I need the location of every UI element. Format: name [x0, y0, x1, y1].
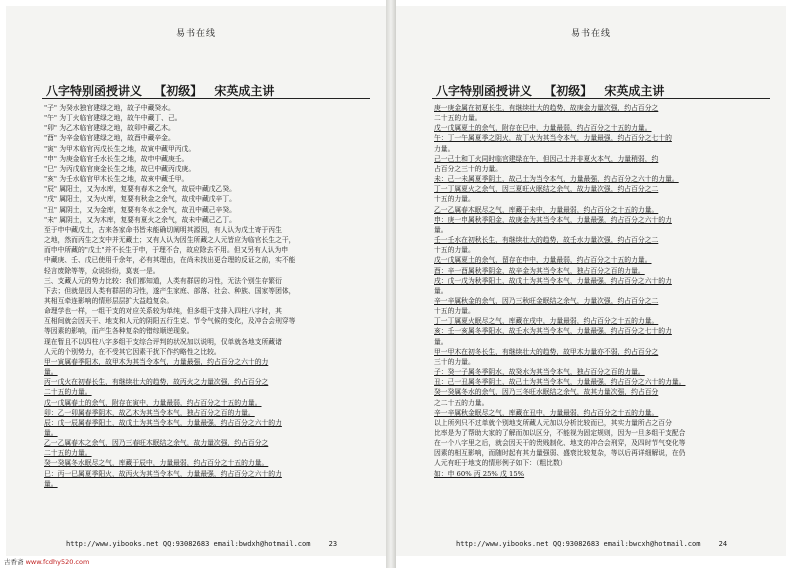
text-line: "卯" 为乙木临官建绿之地，故卯中藏乙木。: [44, 124, 175, 133]
text-line: "丑" 属阴土，又为金库，复要有冬水之余气，故丑中藏己辛癸。: [44, 205, 236, 214]
text-line: "子" 为癸水独官建绿之地，故子中藏癸水。: [44, 104, 175, 112]
text-line: 癸一癸属冬水的余气，因乃三冬旺水眠结之余气，故其力量次强，约占百分: [434, 388, 659, 397]
text-line: 戊一戊属夏土的余气，留存在申中，力量最弱，约占百分之十五的力量。: [434, 256, 652, 265]
text-line: 十五的力量。: [434, 246, 475, 255]
text-line: 丙一戊火在初春长生，有继续壮大的趋势，故丙火之力量次强，约占百分之: [44, 378, 269, 387]
text-line: 戊一戊属春土的余气，附存在寅中，力量最弱，约占百分之十五的力量。: [44, 398, 262, 407]
text-line: 丁一丁属夏火之余气，因三夏旺火眠结之余气，故力量次强，约占百分之二: [434, 185, 659, 194]
text-line: 三、支藏人元的势力比较：我们都知道，人类有群居的习性，无法个别生存繁衍: [44, 276, 282, 285]
text-line: 量。: [44, 479, 58, 488]
text-line: 至于申中藏戊土，古来各家命书皆未能确切阐明其源因，有人认为戊土寄于丙生: [44, 225, 282, 234]
text-line: 量。: [434, 225, 448, 234]
text-line: 己一己土和丁火同时临官建绿在午，但因己土并非夏火本气，力量稍弱，约: [434, 154, 659, 163]
text-line: "午" 为丁火临官建绿之地，故午中藏丁、己。: [44, 114, 182, 123]
text-line: "亥" 为壬水临官甲木长生之地，故亥中藏壬甲。: [44, 175, 189, 184]
body-text: [44, 103, 368, 489]
text-line: "申" 为庚金临官壬水长生之地，故申中藏庚壬。: [44, 154, 189, 163]
book-gutter: [386, 0, 396, 568]
text-line: 量。: [44, 429, 58, 437]
text-line: 人元有旺于地支的情形例子如下：（粗比数）: [434, 459, 567, 468]
text-line: "辰" 属阳土，又为水库，复要有春木之余气，故辰中藏戊乙癸。: [44, 185, 236, 194]
text-line: 互相间就会因天干、地支和人元的阴阳五行生克、节令气候的变化，及冲合会刑穿等: [44, 317, 296, 326]
text-line: 辛一辛属秋金眠尽之气，库藏在丑中，力量最弱，约占百分之十五的力量。: [434, 408, 659, 417]
text-line: "寅" 为甲木临官丙戊长生之地，故寅中藏甲丙戊。: [44, 144, 196, 153]
running-head: 易书在线: [175, 29, 216, 39]
text-line: 午：丁一午属夏季之阴火，故丁火为其当令本气，力量最强，约占百分之七十的: [434, 134, 672, 143]
text-line: "戌" 属阳土，又为火库，复要有秋金之余气，故戌中藏戊辛丁。: [44, 195, 236, 204]
text-line: 壬一壬水在初秋长生，有继续壮大的趋势，故壬水力量次强，约占百分之二: [434, 236, 659, 245]
text-line: 十五的力量。: [434, 195, 475, 204]
page-number: 23: [328, 540, 338, 548]
text-line: 量。: [434, 286, 448, 295]
text-line: 之地，然而丙生之支中并无藏土；又有人认为因生所藏之人元皆应为临官长生之干，: [44, 236, 296, 245]
text-line: 力量。: [434, 144, 455, 153]
text-line: 以上所列只不过单就个别地支所藏人元加以分析比较而已，其实力量所占之百分: [434, 418, 672, 427]
text-line: 量。: [434, 337, 448, 346]
text-line: 乙一乙属春木眠尽之气，库藏于未中，力量最弱，约占百分之十五的力量。: [434, 205, 659, 214]
footer-url: http://www.yibooks.net QQ:93082683 email:bwcxh@hotmail.com: [456, 540, 701, 548]
level-label: 【初级】: [154, 84, 203, 98]
source-watermark: [4, 557, 89, 566]
text-line: 申：庚一申属秋季阳金，故庚金为其当令本气，力量最强，约占百分之六十的力: [434, 215, 672, 224]
page-footer: [456, 540, 727, 548]
text-line: 甲一寅属春季阳木，故甲木为其当令本气，力量最强，约占百分之六十的力: [44, 357, 269, 366]
text-line: 等因素的影响，而产生各种复杂的错综顺逆现象。: [44, 327, 194, 336]
text-line: 而申中所藏的"戊土"并不长生于申，于理不合，故应除去不用。但又另有人认为申: [44, 246, 289, 255]
text-line: 庚一庚金属在初夏长生，有继续壮大的趋势，故庚金力量次强，约占百分之: [434, 104, 659, 112]
text-line: 二十五的力量。: [434, 114, 482, 123]
author-name: 宋英成主讲: [214, 84, 275, 98]
text-line: 卯：乙一卯属春季阴木，故乙木为其当令本气，独占百分之百的力量。: [44, 408, 255, 417]
text-line: 巳：丙一巳属夏季阳火，故丙火为其当令本气，力量最强，约占百分之六十的力: [44, 469, 282, 478]
author-name: 宋英成主讲: [604, 84, 665, 98]
text-line: 占百分之三十的力量。: [434, 164, 502, 173]
body-text: [434, 103, 768, 479]
book-title: [436, 82, 672, 99]
text-line: "未" 属阴土，又为木库，复要有夏火之余气，故未中藏己乙丁。: [44, 215, 236, 224]
left-page: [6, 6, 386, 556]
level-label: 【初级】: [544, 84, 593, 98]
text-line: "巳" 为丙戊临官庚金长生之地，故巳中藏丙戊庚。: [44, 164, 196, 173]
text-line: 中藏庚、壬、戊已使用千余年，必有其理由，在尚未找出更合理的反证之前，实不能: [44, 256, 296, 265]
text-line: 因素的相互影响，而随时起有其力量强弱、盛衰比较复杂，等以后再详细解说，在仍: [434, 449, 686, 458]
title-rule: [432, 98, 770, 99]
text-line: 乙一乙属春木之余气，因乃三春旺木眠结之余气，故力量次强，约占百分之: [44, 439, 269, 448]
text-line: 轻言废除等等，众说纷纷，莫衷一是。: [44, 266, 160, 275]
text-line: 命理学也一样，一组干支的对应关系较为单纯，但多组干支排入四柱八字时，其: [44, 307, 282, 316]
text-line: 现在暂且不以四柱八字多组干支综合评判的状况加以说明，仅单就各地支所藏诸: [44, 337, 282, 346]
title-rule: [42, 98, 370, 99]
watermark-brand: 古香斋: [4, 558, 24, 566]
page-footer: [66, 540, 337, 548]
text-line: 其相互牵连影响的情形层层扩大益趋复杂。: [44, 296, 174, 305]
text-line: 量。: [44, 368, 58, 377]
text-line: 二十五的力量。: [44, 449, 92, 458]
text-line: 之二十五的力量。: [434, 398, 489, 407]
text-line: 如：申 60% 丙 25% 戊 15%: [434, 469, 525, 478]
text-line: 甲一甲木在初冬长生，有继续壮大的趋势，故甲木力量亦不弱，约占百分之: [434, 347, 659, 356]
text-line: 十五的力量。: [434, 307, 475, 316]
right-page: [396, 6, 786, 556]
text-line: 酉：辛一酉属秋季阴金，故辛金为其当令本气，独占百分之百的力量。: [434, 266, 645, 275]
text-line: 辰：戊一辰属春季阳土，故戊土为其当令本气，力量最强，约占百分之六十的力: [44, 418, 282, 427]
text-line: 戊一戊属夏土的余气，附存在巳中，力量最弱，约占百分之十五的力量。: [434, 124, 652, 133]
text-line: 人元的个别势力，在不受其它因素干扰下作约略性之比较。: [44, 347, 221, 356]
text-line: 三十的力量。: [434, 357, 475, 366]
text-line: 二十五的力量。: [44, 388, 92, 397]
footer-url: http://www.yibooks.net QQ:93082683 email:bwdxh@hotmail.com: [66, 540, 311, 548]
title-text: 八字特别函授讲义: [46, 84, 143, 98]
page-number: 24: [718, 540, 728, 548]
text-line: 比率是为了帮助大家的了解而加以区分，不能视为固定规则，因为一旦多组干支配合: [434, 429, 686, 437]
text-line: 下去；但就是因人类有群居的习性，遂产生家庭、部落、社会、种族、国家等团体，: [44, 286, 296, 295]
book-title: [46, 82, 282, 99]
running-head: 易书在线: [570, 29, 611, 39]
text-line: 癸一癸属冬水眠尽之气，库藏于辰中，力量最弱，约占百分之十五的力量。: [44, 459, 269, 468]
watermark-url: www.fcdhy520.com: [25, 558, 90, 566]
text-line: 丁一丁属夏火眠尽之气，库藏在戌中，力量最弱，约占百分之十五的力量。: [434, 317, 659, 326]
text-line: 未：己一未属夏季阴土，故己土为当令本气，力量最强，约占百分之六十的力量。: [434, 175, 679, 184]
text-line: 辛一辛属秋金的余气，因乃三秋旺金眠结之余气，力量次强，约占百分之二: [434, 296, 659, 305]
text-line: 在一个八字里之后，就会因天干的贵贱制化、地支的冲合会刑穿，及四时节气变化等: [434, 439, 686, 448]
text-line: "酉" 为辛金临官建绿之地，故酉中藏辛金。: [44, 134, 175, 143]
text-line: 戌：戊一戊为秋季阳土，故戊土为其当令本气，力量最强，约占百分之六十的力: [434, 276, 672, 285]
text-line: 丑：己一丑属冬季阴土，故己土为其当令本气，力量最强，约占百分之六十的力量。: [434, 378, 686, 387]
title-text: 八字特别函授讲义: [436, 84, 533, 98]
text-line: 子：癸一子属冬季阴水，故癸水为其当令本气，独占百分之百的力量。: [434, 368, 645, 377]
text-line: 亥：壬一亥属冬季阳水，故壬水为其当令本气，力量最强，约占百分之七十的力: [434, 327, 672, 336]
